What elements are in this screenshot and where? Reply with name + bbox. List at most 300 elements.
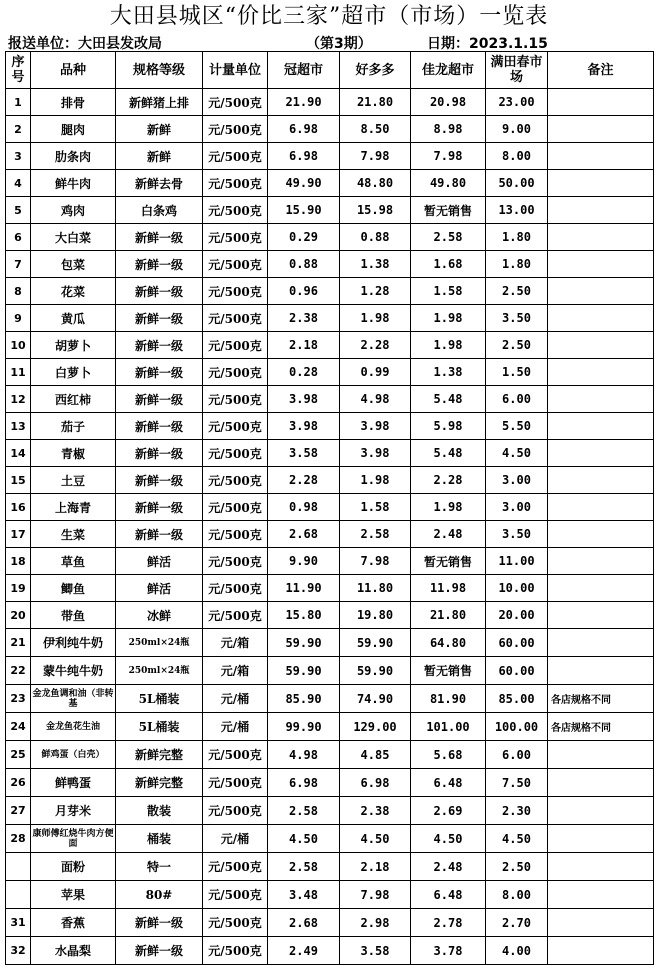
cell-price-store-4: 4.50 [486,440,548,467]
cell-price-store-1: 4.98 [268,741,340,769]
cell-price-store-2: 1.58 [340,494,411,521]
header-item: 品种 [31,52,116,89]
cell-note [548,332,654,359]
cell-price-store-3: 3.78 [411,937,486,965]
cell-price-store-1: 4.50 [268,825,340,853]
report-date: 日期：2023.1.15 [427,36,548,52]
cell-price-store-4: 3.00 [486,467,548,494]
report-info [0,32,658,51]
cell-price-store-3: 2.48 [411,853,486,881]
cell-spec: 新鲜完整 [116,769,203,797]
cell-item: 白萝卜 [31,359,116,386]
cell-price-store-4: 7.50 [486,769,548,797]
table-row [6,741,654,769]
table-row [6,467,654,494]
table-row [6,386,654,413]
cell-price-store-4: 2.50 [486,853,548,881]
cell-no: 11 [6,359,31,386]
cell-price-store-1: 2.68 [268,521,340,548]
cell-spec: 散装 [116,797,203,825]
cell-no: 12 [6,386,31,413]
cell-spec: 新鲜一级 [116,332,203,359]
table-row [6,548,654,575]
cell-note [548,305,654,332]
cell-price-store-4: 3.00 [486,494,548,521]
cell-spec: 新鲜一级 [116,386,203,413]
cell-spec: 新鲜一级 [116,467,203,494]
table-row [6,305,654,332]
cell-unit: 元/桶 [203,713,268,741]
cell-item: 排骨 [31,89,116,116]
cell-item: 月芽米 [31,797,116,825]
cell-spec: 特一 [116,853,203,881]
cell-unit: 元/桶 [203,825,268,853]
cell-price-store-1: 2.58 [268,797,340,825]
cell-unit: 元/500克 [203,305,268,332]
cell-no: 27 [6,797,31,825]
cell-no [6,853,31,881]
cell-price-store-4: 6.00 [486,741,548,769]
cell-price-store-2: 21.80 [340,89,411,116]
cell-price-store-2: 7.98 [340,881,411,909]
cell-price-store-2: 4.98 [340,386,411,413]
cell-price-store-3: 7.98 [411,143,486,170]
cell-price-store-1: 0.29 [268,224,340,251]
cell-note [548,853,654,881]
cell-note [548,575,654,602]
cell-price-store-3: 49.80 [411,170,486,197]
cell-price-store-2: 129.00 [340,713,411,741]
cell-price-store-2: 59.90 [340,657,411,685]
cell-price-store-4: 4.50 [486,825,548,853]
cell-item: 鲫鱼 [31,575,116,602]
cell-price-store-2: 0.99 [340,359,411,386]
cell-unit: 元/500克 [203,937,268,965]
cell-spec: 新鲜完整 [116,741,203,769]
issue-number: （第3期） [306,36,372,52]
cell-note [548,521,654,548]
cell-price-store-2: 48.80 [340,170,411,197]
cell-item: 上海青 [31,494,116,521]
cell-price-store-1: 2.38 [268,305,340,332]
cell-price-store-3: 6.48 [411,881,486,909]
cell-spec: 新鲜一级 [116,937,203,965]
cell-price-store-3: 2.28 [411,467,486,494]
cell-price-store-2: 7.98 [340,143,411,170]
cell-note [548,602,654,629]
cell-item: 生菜 [31,521,116,548]
cell-price-store-1: 2.28 [268,467,340,494]
cell-note [548,197,654,224]
cell-note [548,548,654,575]
header-note: 备注 [548,52,654,89]
cell-price-store-3: 1.38 [411,359,486,386]
cell-note [548,89,654,116]
cell-price-store-4: 2.50 [486,332,548,359]
cell-price-store-4: 2.30 [486,797,548,825]
cell-no: 9 [6,305,31,332]
cell-unit: 元/500克 [203,278,268,305]
cell-price-store-1: 6.98 [268,769,340,797]
cell-no: 6 [6,224,31,251]
cell-unit: 元/500克 [203,548,268,575]
cell-no: 19 [6,575,31,602]
cell-price-store-1: 3.98 [268,413,340,440]
cell-item: 包菜 [31,251,116,278]
cell-spec: 5L桶装 [116,713,203,741]
cell-no: 2 [6,116,31,143]
cell-no: 17 [6,521,31,548]
cell-price-store-4: 5.50 [486,413,548,440]
table-row [6,909,654,937]
cell-price-store-1: 0.96 [268,278,340,305]
cell-price-store-3: 5.68 [411,741,486,769]
cell-note [548,359,654,386]
cell-item: 胡萝卜 [31,332,116,359]
cell-price-store-3: 21.80 [411,602,486,629]
cell-price-store-3: 2.78 [411,909,486,937]
cell-price-store-3: 8.98 [411,116,486,143]
cell-unit: 元/500克 [203,467,268,494]
cell-item: 康师傅红烧牛肉方便面 [31,825,116,853]
cell-unit: 元/500克 [203,494,268,521]
cell-price-store-4: 60.00 [486,657,548,685]
cell-price-store-1: 15.80 [268,602,340,629]
cell-note [548,251,654,278]
cell-note [548,440,654,467]
cell-price-store-1: 59.90 [268,657,340,685]
cell-no: 25 [6,741,31,769]
page-title: 大田县城区“价比三家”超市（市场）一览表 [109,4,549,29]
cell-no: 15 [6,467,31,494]
cell-unit: 元/500克 [203,909,268,937]
table-row [6,629,654,657]
cell-price-store-1: 3.48 [268,881,340,909]
cell-no: 13 [6,413,31,440]
table-row [6,143,654,170]
cell-spec: 新鲜去骨 [116,170,203,197]
cell-price-store-1: 21.90 [268,89,340,116]
cell-no: 24 [6,713,31,741]
table-row [6,825,654,853]
table-row [6,494,654,521]
cell-price-store-4: 6.00 [486,386,548,413]
cell-no: 28 [6,825,31,853]
cell-spec: 桶装 [116,825,203,853]
cell-item: 鲜牛肉 [31,170,116,197]
cell-price-store-4: 13.00 [486,197,548,224]
cell-price-store-2: 11.80 [340,575,411,602]
cell-note [548,629,654,657]
cell-price-store-1: 6.98 [268,143,340,170]
cell-price-store-2: 1.38 [340,251,411,278]
cell-unit: 元/500克 [203,853,268,881]
cell-price-store-1: 2.18 [268,332,340,359]
table-header-row [6,52,654,89]
header-store-4: 满田春市场 [486,52,548,89]
cell-spec: 新鲜 [116,143,203,170]
cell-price-store-1: 2.68 [268,909,340,937]
cell-price-store-3: 暂无销售 [411,548,486,575]
cell-note [548,909,654,937]
cell-price-store-2: 2.98 [340,909,411,937]
cell-price-store-3: 81.90 [411,685,486,713]
cell-no: 22 [6,657,31,685]
cell-note [548,170,654,197]
cell-unit: 元/箱 [203,629,268,657]
table-row [6,769,654,797]
cell-price-store-1: 85.90 [268,685,340,713]
table-row [6,116,654,143]
cell-note [548,143,654,170]
cell-item: 茄子 [31,413,116,440]
cell-spec: 冰鲜 [116,602,203,629]
cell-item: 土豆 [31,467,116,494]
cell-price-store-4: 4.00 [486,937,548,965]
cell-price-store-1: 0.28 [268,359,340,386]
cell-unit: 元/500克 [203,359,268,386]
cell-no: 10 [6,332,31,359]
cell-no: 32 [6,937,31,965]
cell-item: 伊利纯牛奶 [31,629,116,657]
table-row [6,440,654,467]
table-row [6,713,654,741]
cell-unit: 元/500克 [203,224,268,251]
cell-spec: 新鲜一级 [116,521,203,548]
header-store-2: 好多多 [340,52,411,89]
cell-no: 18 [6,548,31,575]
cell-unit: 元/500克 [203,332,268,359]
cell-price-store-4: 1.80 [486,224,548,251]
cell-no: 1 [6,89,31,116]
cell-note [548,825,654,853]
cell-price-store-3: 5.98 [411,413,486,440]
cell-note: 各店规格不同 [548,713,654,741]
cell-spec: 新鲜一级 [116,305,203,332]
cell-price-store-2: 1.98 [340,305,411,332]
cell-spec: 250ml×24瓶 [116,657,203,685]
cell-no: 23 [6,685,31,713]
cell-price-store-3: 4.50 [411,825,486,853]
cell-item: 草鱼 [31,548,116,575]
cell-note: 各店规格不同 [548,685,654,713]
cell-price-store-4: 3.50 [486,521,548,548]
cell-note [548,224,654,251]
cell-price-store-3: 1.98 [411,494,486,521]
cell-item: 大白菜 [31,224,116,251]
cell-price-store-4: 50.00 [486,170,548,197]
header-unit: 计量单位 [203,52,268,89]
cell-price-store-3: 6.48 [411,769,486,797]
table-row [6,602,654,629]
table-row [6,197,654,224]
cell-price-store-1: 59.90 [268,629,340,657]
cell-item: 花菜 [31,278,116,305]
cell-price-store-4: 60.00 [486,629,548,657]
cell-price-store-1: 9.90 [268,548,340,575]
cell-item: 金龙鱼调和油（非转基 [31,685,116,713]
cell-price-store-3: 5.48 [411,386,486,413]
cell-unit: 元/500克 [203,881,268,909]
cell-price-store-2: 7.98 [340,548,411,575]
table-row [6,251,654,278]
cell-price-store-3: 暂无销售 [411,197,486,224]
cell-price-store-2: 0.88 [340,224,411,251]
cell-price-store-4: 20.00 [486,602,548,629]
cell-spec: 新鲜一级 [116,440,203,467]
cell-price-store-4: 1.80 [486,251,548,278]
table-row [6,881,654,909]
cell-price-store-1: 49.90 [268,170,340,197]
cell-unit: 元/箱 [203,657,268,685]
cell-note [548,386,654,413]
cell-no: 21 [6,629,31,657]
cell-unit: 元/500克 [203,575,268,602]
cell-item: 鲜鸭蛋 [31,769,116,797]
cell-price-store-2: 4.85 [340,741,411,769]
cell-unit: 元/500克 [203,251,268,278]
cell-price-store-1: 99.90 [268,713,340,741]
table-row [6,224,654,251]
cell-price-store-3: 1.98 [411,332,486,359]
cell-price-store-2: 2.28 [340,332,411,359]
cell-spec: 80# [116,881,203,909]
cell-price-store-4: 11.00 [486,548,548,575]
cell-unit: 元/500克 [203,769,268,797]
cell-price-store-4: 3.50 [486,305,548,332]
cell-price-store-4: 1.50 [486,359,548,386]
cell-no: 3 [6,143,31,170]
cell-price-store-2: 2.38 [340,797,411,825]
cell-unit: 元/500克 [203,89,268,116]
table-row [6,937,654,965]
cell-price-store-2: 2.18 [340,853,411,881]
cell-unit: 元/500克 [203,741,268,769]
table-row [6,332,654,359]
cell-price-store-4: 2.50 [486,278,548,305]
table-row [6,575,654,602]
cell-spec: 鲜活 [116,575,203,602]
cell-item: 肋条肉 [31,143,116,170]
cell-price-store-3: 101.00 [411,713,486,741]
cell-item: 水晶梨 [31,937,116,965]
cell-note [548,741,654,769]
cell-price-store-4: 100.00 [486,713,548,741]
cell-price-store-3: 2.48 [411,521,486,548]
cell-item: 带鱼 [31,602,116,629]
cell-price-store-3: 5.48 [411,440,486,467]
cell-item: 鲜鸡蛋（白壳） [31,741,116,769]
cell-no [6,881,31,909]
cell-item: 西红柿 [31,386,116,413]
table-row [6,521,654,548]
cell-price-store-2: 19.80 [340,602,411,629]
cell-price-store-3: 1.58 [411,278,486,305]
cell-note [548,467,654,494]
cell-spec: 白条鸡 [116,197,203,224]
cell-price-store-3: 暂无销售 [411,657,486,685]
cell-price-store-1: 11.90 [268,575,340,602]
table-row [6,413,654,440]
cell-spec: 250ml×24瓶 [116,629,203,657]
cell-item: 鸡肉 [31,197,116,224]
cell-unit: 元/500克 [203,197,268,224]
cell-item: 香蕉 [31,909,116,937]
cell-spec: 新鲜一级 [116,278,203,305]
cell-spec: 鲜活 [116,548,203,575]
cell-item: 面粉 [31,853,116,881]
cell-spec: 新鲜 [116,116,203,143]
cell-note [548,797,654,825]
cell-unit: 元/500克 [203,386,268,413]
table-row [6,853,654,881]
cell-price-store-4: 2.70 [486,909,548,937]
cell-price-store-3: 2.58 [411,224,486,251]
cell-price-store-2: 1.98 [340,467,411,494]
cell-price-store-1: 0.88 [268,251,340,278]
cell-spec: 新鲜一级 [116,359,203,386]
cell-note [548,937,654,965]
cell-unit: 元/500克 [203,521,268,548]
cell-item: 苹果 [31,881,116,909]
header-store-3: 佳龙超市 [411,52,486,89]
cell-note [548,769,654,797]
cell-price-store-4: 85.00 [486,685,548,713]
cell-spec: 新鲜一级 [116,224,203,251]
cell-price-store-2: 4.50 [340,825,411,853]
cell-price-store-1: 2.58 [268,853,340,881]
header-no: 序号 [6,52,31,89]
table-row [6,170,654,197]
cell-price-store-1: 6.98 [268,116,340,143]
report-unit: 报送单位：大田县发改局 [8,36,162,52]
cell-price-store-2: 3.98 [340,440,411,467]
cell-item: 金龙鱼花生油 [31,713,116,741]
cell-item: 黄瓜 [31,305,116,332]
cell-price-store-2: 2.58 [340,521,411,548]
header-store-1: 冠超市 [268,52,340,89]
cell-price-store-2: 74.90 [340,685,411,713]
cell-price-store-1: 0.98 [268,494,340,521]
cell-note [548,413,654,440]
cell-unit: 元/桶 [203,685,268,713]
cell-price-store-2: 3.98 [340,413,411,440]
cell-price-store-2: 3.58 [340,937,411,965]
cell-unit: 元/500克 [203,602,268,629]
cell-price-store-2: 15.98 [340,197,411,224]
cell-spec: 新鲜一级 [116,413,203,440]
cell-price-store-3: 2.69 [411,797,486,825]
cell-note [548,116,654,143]
cell-spec: 5L桶装 [116,685,203,713]
cell-price-store-3: 1.98 [411,305,486,332]
cell-price-store-3: 1.68 [411,251,486,278]
cell-item: 腿肉 [31,116,116,143]
cell-price-store-2: 59.90 [340,629,411,657]
cell-unit: 元/500克 [203,143,268,170]
table-row [6,657,654,685]
table-row [6,685,654,713]
cell-price-store-4: 23.00 [486,89,548,116]
cell-price-store-2: 1.28 [340,278,411,305]
cell-no: 8 [6,278,31,305]
cell-no: 4 [6,170,31,197]
cell-item: 蒙牛纯牛奶 [31,657,116,685]
cell-price-store-4: 8.00 [486,881,548,909]
table-row [6,797,654,825]
cell-price-store-2: 6.98 [340,769,411,797]
cell-no: 16 [6,494,31,521]
